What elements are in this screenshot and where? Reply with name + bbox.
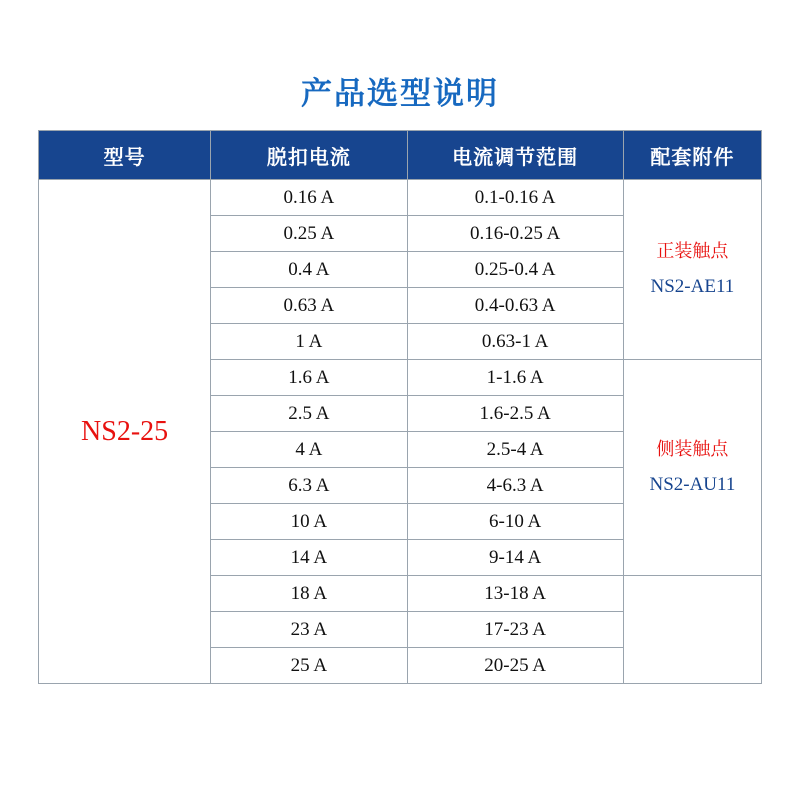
adjust-range-cell: 4-6.3 A xyxy=(407,468,623,504)
accessory-cell xyxy=(623,180,761,360)
adjust-range-cell: 2.5-4 A xyxy=(407,432,623,468)
adjust-range-cell: 1.6-2.5 A xyxy=(407,396,623,432)
column-header-adjust-range: 电流调节范围 xyxy=(407,131,623,180)
table-body xyxy=(39,180,762,684)
accessory-name: 侧装触点 xyxy=(656,439,729,460)
trip-current-cell: 23 A xyxy=(211,612,407,648)
product-selection-table xyxy=(38,130,762,684)
trip-current-cell: 4 A xyxy=(211,432,407,468)
page-title: 产品选型说明 xyxy=(301,76,499,111)
adjust-range-cell: 0.1-0.16 A xyxy=(407,180,623,216)
column-header-model: 型号 xyxy=(39,131,211,180)
trip-current-cell: 6.3 A xyxy=(211,468,407,504)
trip-current-cell: 18 A xyxy=(211,576,407,612)
accessory-cell-empty xyxy=(623,576,761,684)
adjust-range-cell: 0.25-0.4 A xyxy=(407,252,623,288)
trip-current-cell: 14 A xyxy=(211,540,407,576)
accessory-code: NS2-AE11 xyxy=(650,275,735,297)
column-header-accessory: 配套附件 xyxy=(623,131,761,180)
trip-current-cell: 1 A xyxy=(211,324,407,360)
trip-current-cell: 0.63 A xyxy=(211,288,407,324)
accessory-name: 正装触点 xyxy=(656,241,729,262)
table-header xyxy=(39,131,762,180)
trip-current-cell: 0.4 A xyxy=(211,252,407,288)
adjust-range-cell: 20-25 A xyxy=(407,648,623,684)
trip-current-cell: 25 A xyxy=(211,648,407,684)
accessory-code: NS2-AU11 xyxy=(649,473,736,495)
adjust-range-cell: 0.63-1 A xyxy=(407,324,623,360)
adjust-range-cell: 1-1.6 A xyxy=(407,360,623,396)
table-row xyxy=(39,180,762,216)
adjust-range-cell: 0.16-0.25 A xyxy=(407,216,623,252)
accessory-cell xyxy=(623,360,761,576)
column-header-trip-current: 脱扣电流 xyxy=(211,131,407,180)
table-header-row xyxy=(39,131,762,180)
trip-current-cell: 0.25 A xyxy=(211,216,407,252)
adjust-range-cell: 6-10 A xyxy=(407,504,623,540)
adjust-range-cell: 13-18 A xyxy=(407,576,623,612)
model-cell: NS2-25 xyxy=(39,180,211,684)
trip-current-cell: 0.16 A xyxy=(211,180,407,216)
trip-current-cell: 1.6 A xyxy=(211,360,407,396)
adjust-range-cell: 17-23 A xyxy=(407,612,623,648)
trip-current-cell: 2.5 A xyxy=(211,396,407,432)
trip-current-cell: 10 A xyxy=(211,504,407,540)
adjust-range-cell: 0.4-0.63 A xyxy=(407,288,623,324)
adjust-range-cell: 9-14 A xyxy=(407,540,623,576)
